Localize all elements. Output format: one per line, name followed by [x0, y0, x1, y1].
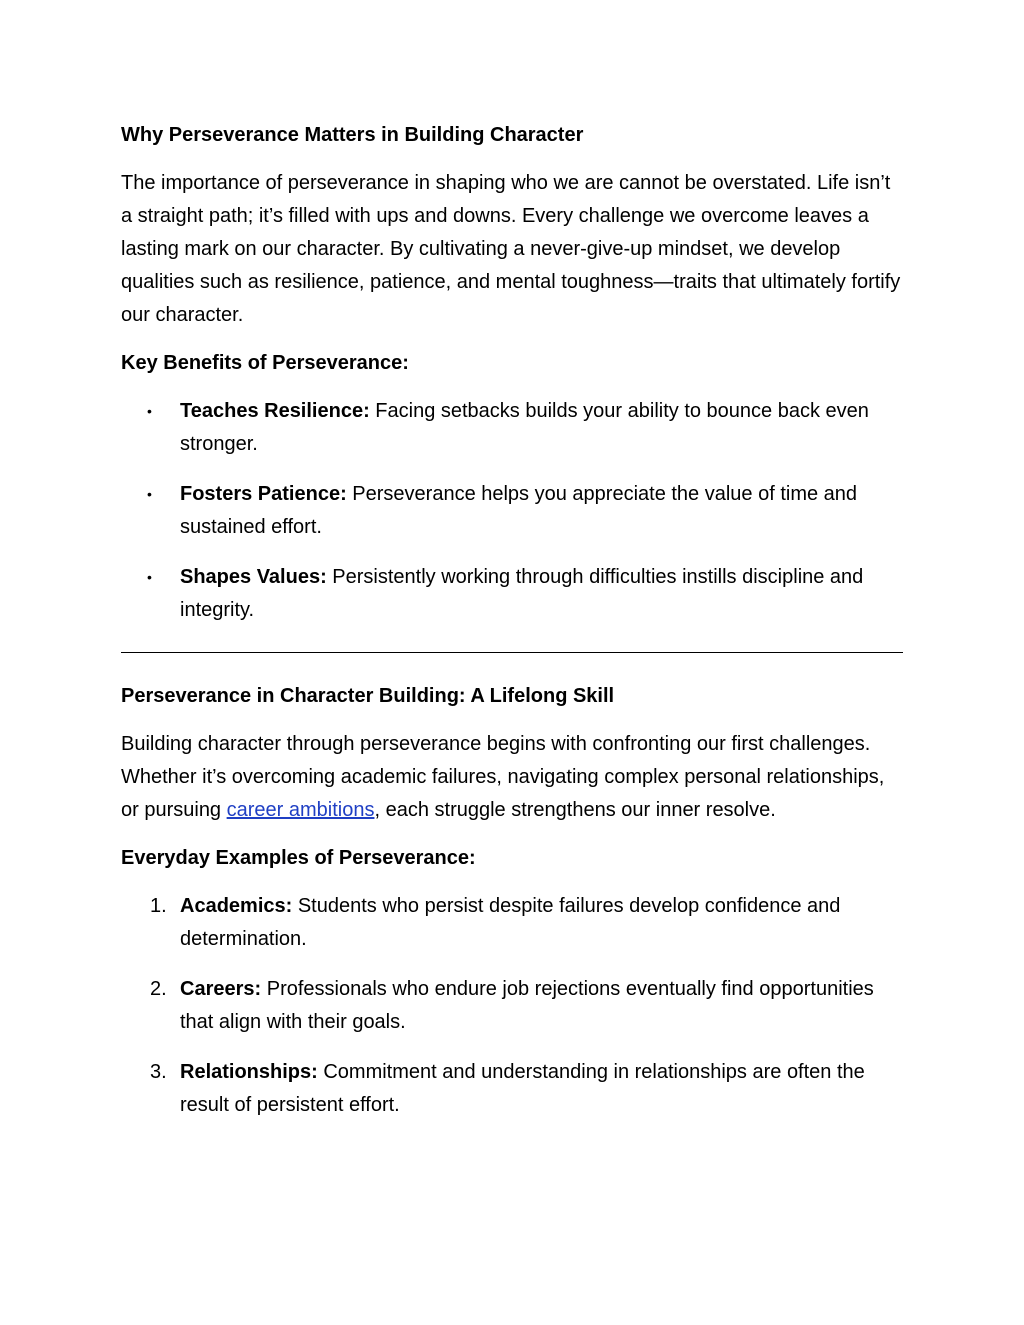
- list-number: 2.: [150, 978, 167, 1000]
- building-character-paragraph: [121, 728, 903, 827]
- benefits-heading: Key Benefits of Perseverance:: [121, 352, 409, 374]
- list-item-relationships: [121, 1056, 903, 1122]
- benefits-list: [121, 395, 903, 627]
- benefit-term: Teaches Resilience:: [180, 400, 370, 422]
- document-page: [121, 120, 903, 1139]
- intro-paragraph: The importance of perseverance in shaping who we are cannot be overstated. Life isn’t a straight path; it’s filled with ups and downs. Every challenge we overcome leaves a lasting mark on our character. By cultivating a never-give-up mindset, we develop qualities such as resilience, patience, and mental toughness—traits that ultimately fortify our character.: [121, 172, 901, 326]
- list-number: 1.: [150, 895, 167, 917]
- section-heading-why-perseverance: Why Perseverance Matters in Building Character: [121, 124, 584, 146]
- benefit-text: Facing setbacks builds your ability to bounce back even stronger.: [180, 400, 869, 455]
- paragraph-text-start: Building character through perseverance begins with confronting our first challenges. Whether it’s overcoming academic failures, navigating complex personal relationships, or pursuing: [121, 733, 885, 821]
- examples-list: [121, 890, 903, 1122]
- example-term: Relationships:: [180, 1061, 318, 1083]
- bullet-icon: •: [147, 486, 152, 502]
- example-text: Professionals who endure job rejections eventually find opportunities that align with their goals.: [180, 978, 874, 1033]
- list-number: 3.: [150, 1061, 167, 1083]
- benefit-text: Persistently working through difficulties instills discipline and integrity.: [180, 566, 864, 621]
- list-item-careers: [121, 973, 903, 1039]
- benefit-term: Shapes Values:: [180, 566, 327, 588]
- example-text: Commitment and understanding in relationships are often the result of persistent effort.: [180, 1061, 865, 1116]
- list-item-teaches-resilience: [121, 395, 903, 461]
- career-ambitions-link[interactable]: career ambitions: [226, 799, 375, 821]
- benefit-text: Perseverance helps you appreciate the value of time and sustained effort.: [180, 483, 858, 538]
- list-item-academics: [121, 890, 903, 956]
- benefit-term: Fosters Patience:: [180, 483, 347, 505]
- example-term: Academics:: [180, 895, 293, 917]
- paragraph-text-end: , each struggle strengthens our inner resolve.: [374, 799, 776, 821]
- horizontal-divider: [121, 652, 903, 653]
- bullet-icon: •: [147, 403, 152, 419]
- bullet-icon: •: [147, 569, 152, 585]
- list-item-shapes-values: [121, 561, 903, 627]
- example-text: Students who persist despite failures develop confidence and determination.: [180, 895, 841, 950]
- list-item-fosters-patience: [121, 478, 903, 544]
- section-heading-lifelong-skill: Perseverance in Character Building: A Lifelong Skill: [121, 685, 615, 707]
- examples-heading: Everyday Examples of Perseverance:: [121, 847, 476, 869]
- example-term: Careers:: [180, 978, 262, 1000]
